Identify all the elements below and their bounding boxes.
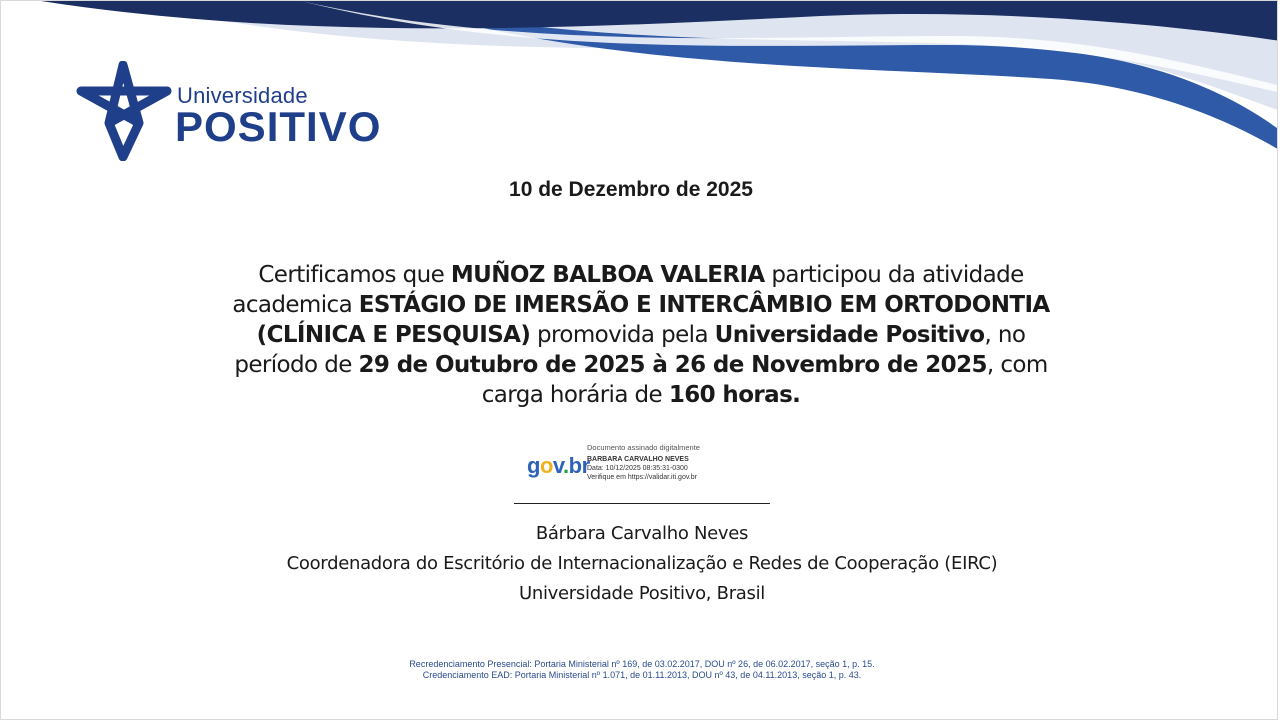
statement-text: participou da atividade academica: [232, 262, 1024, 318]
footer-line: Credenciamento EAD: Portaria Ministerial nº 1.071, de 01.11.2013, DOU nº 43, de 04.11.2013, seção 1, p. 43.: [422, 670, 862, 680]
footer-line: Recredenciamento Presencial: Portaria Ministerial nº 169, de 03.02.2017, DOU nº 26, de 06.02.2017, seção 1, p. 15.: [409, 659, 875, 669]
university-logo: [71, 61, 401, 161]
accreditation-footer: [1, 659, 1278, 681]
statement-text: , no período de: [234, 322, 1026, 378]
activity-period: 29 de Outubro de 2025 à 26 de Novembro de 2025: [358, 352, 987, 378]
statement-text: Certificamos que: [258, 262, 451, 288]
statement-text: , com carga horária de: [481, 352, 1048, 408]
signer-organization: Universidade Positivo, Brasil: [519, 583, 765, 604]
govbr-letter: v: [552, 453, 564, 478]
participant-name: MUÑOZ BALBOA VALERIA: [450, 262, 765, 288]
signature-verify-link: Verifique em https://validar.iti.gov.br: [587, 474, 697, 481]
workload-hours: 160 horas.: [668, 382, 801, 408]
certificate-date: 10 de Dezembro de 2025: [509, 178, 753, 201]
activity-name: ESTÁGIO DE IMERSÃO E INTERCÂMBIO EM ORTODONTIA (CLÍNICA E PESQUISA): [256, 292, 1050, 348]
signature-details: [587, 443, 727, 482]
signer-role: Coordenadora do Escritório de Internacionalização e Redes de Cooperação (EIRC): [286, 553, 998, 574]
logo-title: POSITIVO: [175, 103, 382, 150]
institution-name: Universidade Positivo: [714, 322, 985, 348]
signature-line: [514, 503, 770, 504]
signature-signer: BARBARA CARVALHO NEVES: [587, 456, 689, 463]
logo-subtitle: Universidade: [177, 83, 308, 108]
statement-text: promovida pela: [530, 322, 715, 348]
govbr-letter: g: [527, 453, 540, 478]
govbr-letter: o: [539, 453, 553, 478]
govbr-logo: [527, 453, 590, 479]
certificate-statement: [221, 260, 1061, 410]
signature-title: Documento assinado digitalmente: [587, 443, 700, 452]
govbr-letter: .: [563, 453, 569, 478]
signature-date: Data: 10/12/2025 08:35:31-0300: [587, 465, 688, 472]
govbr-letter: br: [568, 453, 590, 478]
digital-signature-stamp: [523, 441, 723, 489]
star-icon: [71, 61, 175, 161]
signer-name: Bárbara Carvalho Neves: [535, 523, 749, 544]
